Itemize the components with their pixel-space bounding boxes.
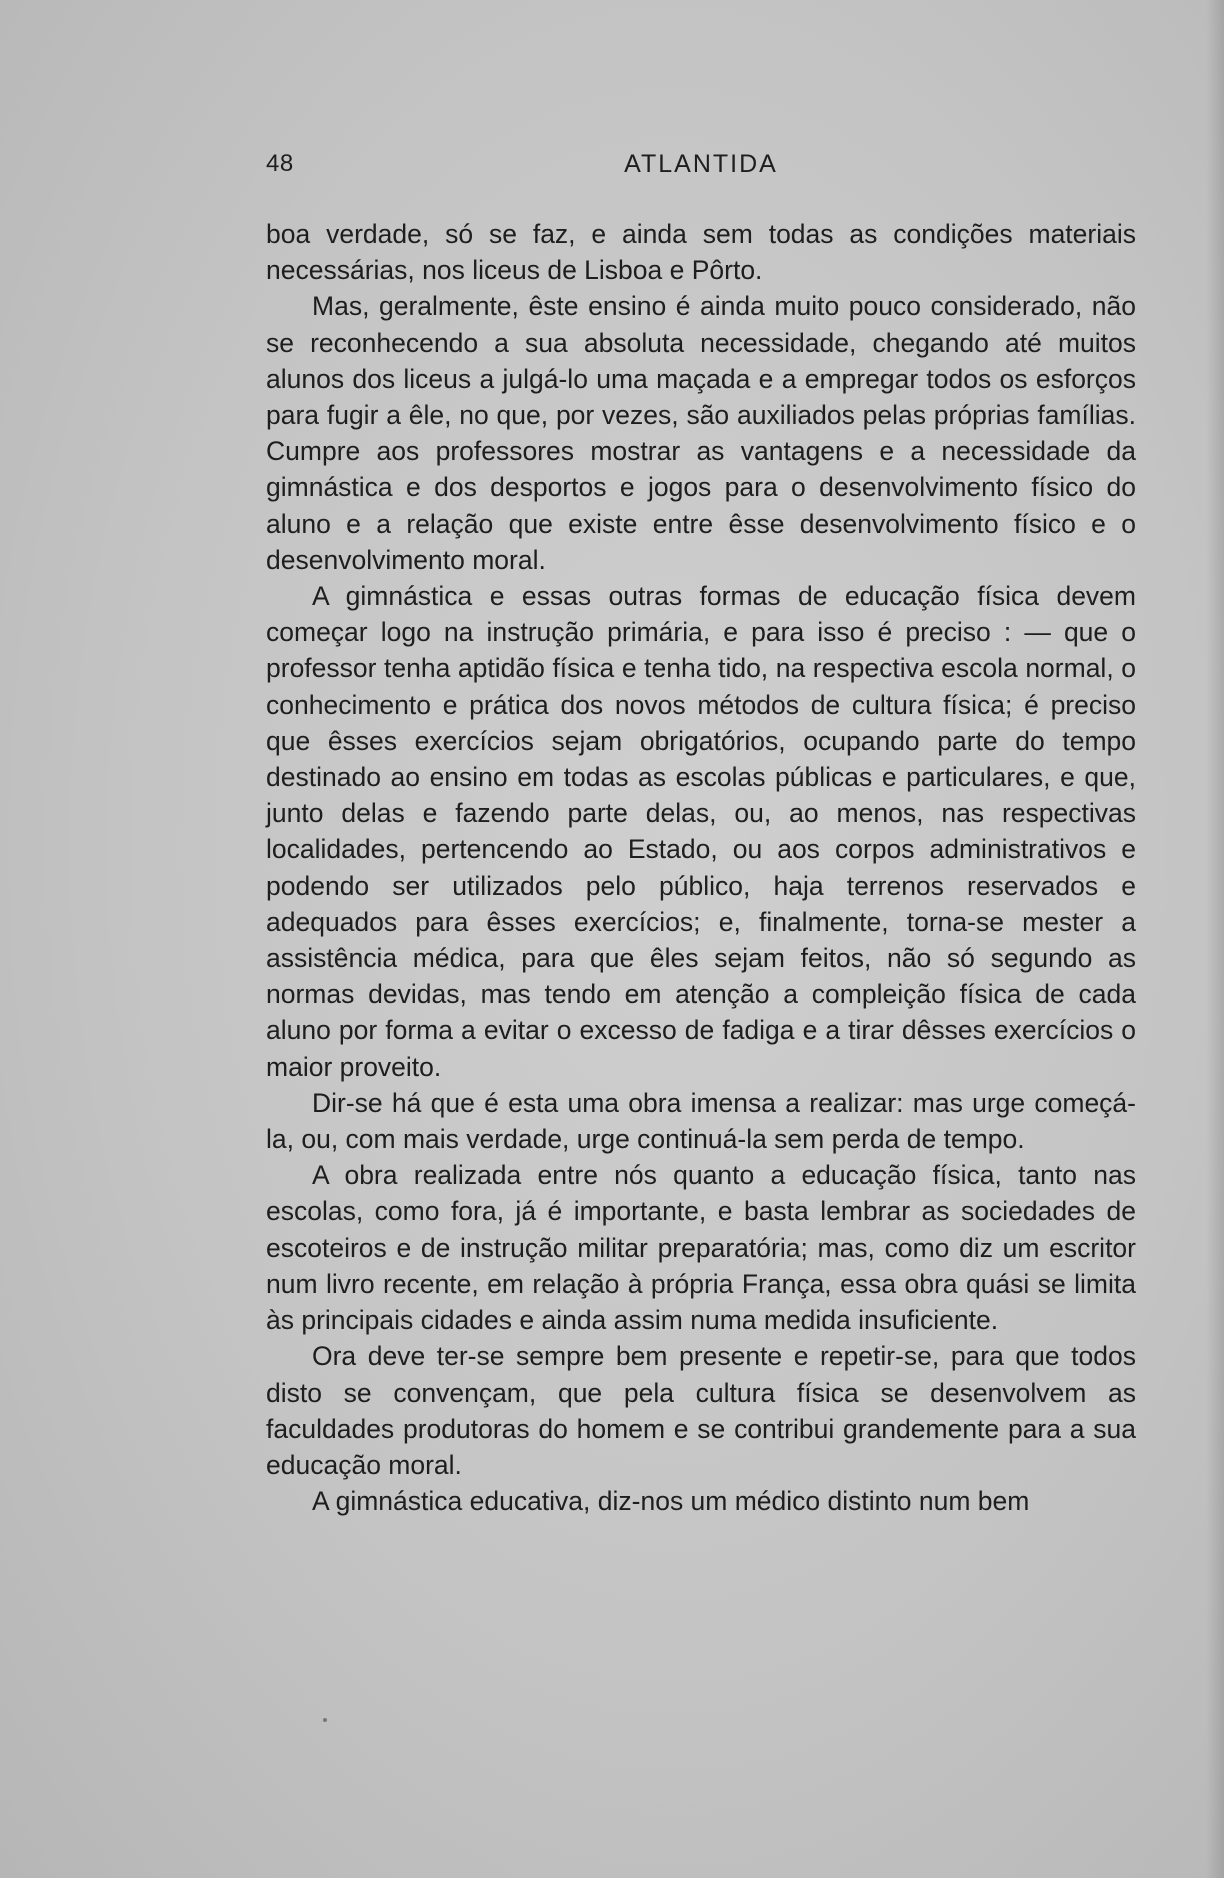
page-number: 48 (266, 150, 294, 177)
paragraph: Ora deve ter-se sempre bem presente e repetir-se, para que todos disto se convençam, que pela cultura física se desenvolvem as faculdades produtoras do homem e se contribui grandemente para a sua educação moral. (266, 1341, 1136, 1480)
paragraph: A obra realizada entre nós quanto a educação física, tanto nas escolas, como fora, já é importante, e basta lembrar as sociedades de escoteiros e de instrução militar preparatória; mas, como diz um escritor num livro recente, em relação à própria França, essa obra quási se limita às principais cidades e ainda assim numa medida insuficiente. (266, 1160, 1136, 1336)
paragraph: boa verdade, só se faz, e ainda sem todas as condições materiais necessárias, nos liceus de Lisboa e Pôrto. (266, 219, 1136, 286)
page-header (266, 150, 1136, 186)
ink-speck (323, 1718, 327, 1722)
running-title: ATLANTIDA (624, 150, 778, 178)
body-text (266, 216, 1136, 1519)
paragraph: Mas, geralmente, êste ensino é ainda muito pouco considerado, não se reconhecendo a sua absoluta necessidade, chegando até muitos alunos dos liceus a julgá-lo uma maçada e a empregar todos os esforços para fugir a êle, no que, por vezes, são auxiliados pelas próprias famílias. Cumpre aos professores mostrar as vantagens e a necessidade da gimnástica e dos desportos e jogos para o desenvolvimento físico do aluno e a relação que existe entre êsse desenvolvimento físico e o desenvolvimento moral. (266, 291, 1136, 575)
paragraph: Dir-se há que é esta uma obra imensa a realizar: mas urge começá-la, ou, com mais verdade, urge continuá-la sem perda de tempo. (266, 1087, 1136, 1155)
paragraph: A gimnástica e essas outras formas de educação física devem começar logo na instrução primária, e para isso é preciso : — que o professor tenha aptidão física e tenha tido, na respectiva escola normal, o conhecimento e prática dos novos métodos de cultura física; é preciso que êsses exercícios sejam obrigatórios, ocupando parte do tempo destinado ao ensino em todas as escolas públicas e particulares, e que, junto delas e fazendo parte delas, ou, ao menos, nas respectivas localidades, pertencendo ao Estado, ou aos corpos administrativos e podendo ser utilizados pelo público, haja terrenos reservados e adequados para êsses exercícios; e, finalmente, torna-se mester a assistência médica, para que êles sejam feitos, não só segundo as normas devidas, mas tendo em atenção a compleição física de cada aluno por forma a evitar o excesso de fadiga e a tirar dêsses exercícios o maior proveito. (266, 581, 1136, 1082)
paragraph: A gimnástica educativa, diz-nos um médico distinto num bem (312, 1486, 1030, 1517)
page-edge-shadow (1206, 0, 1224, 1878)
